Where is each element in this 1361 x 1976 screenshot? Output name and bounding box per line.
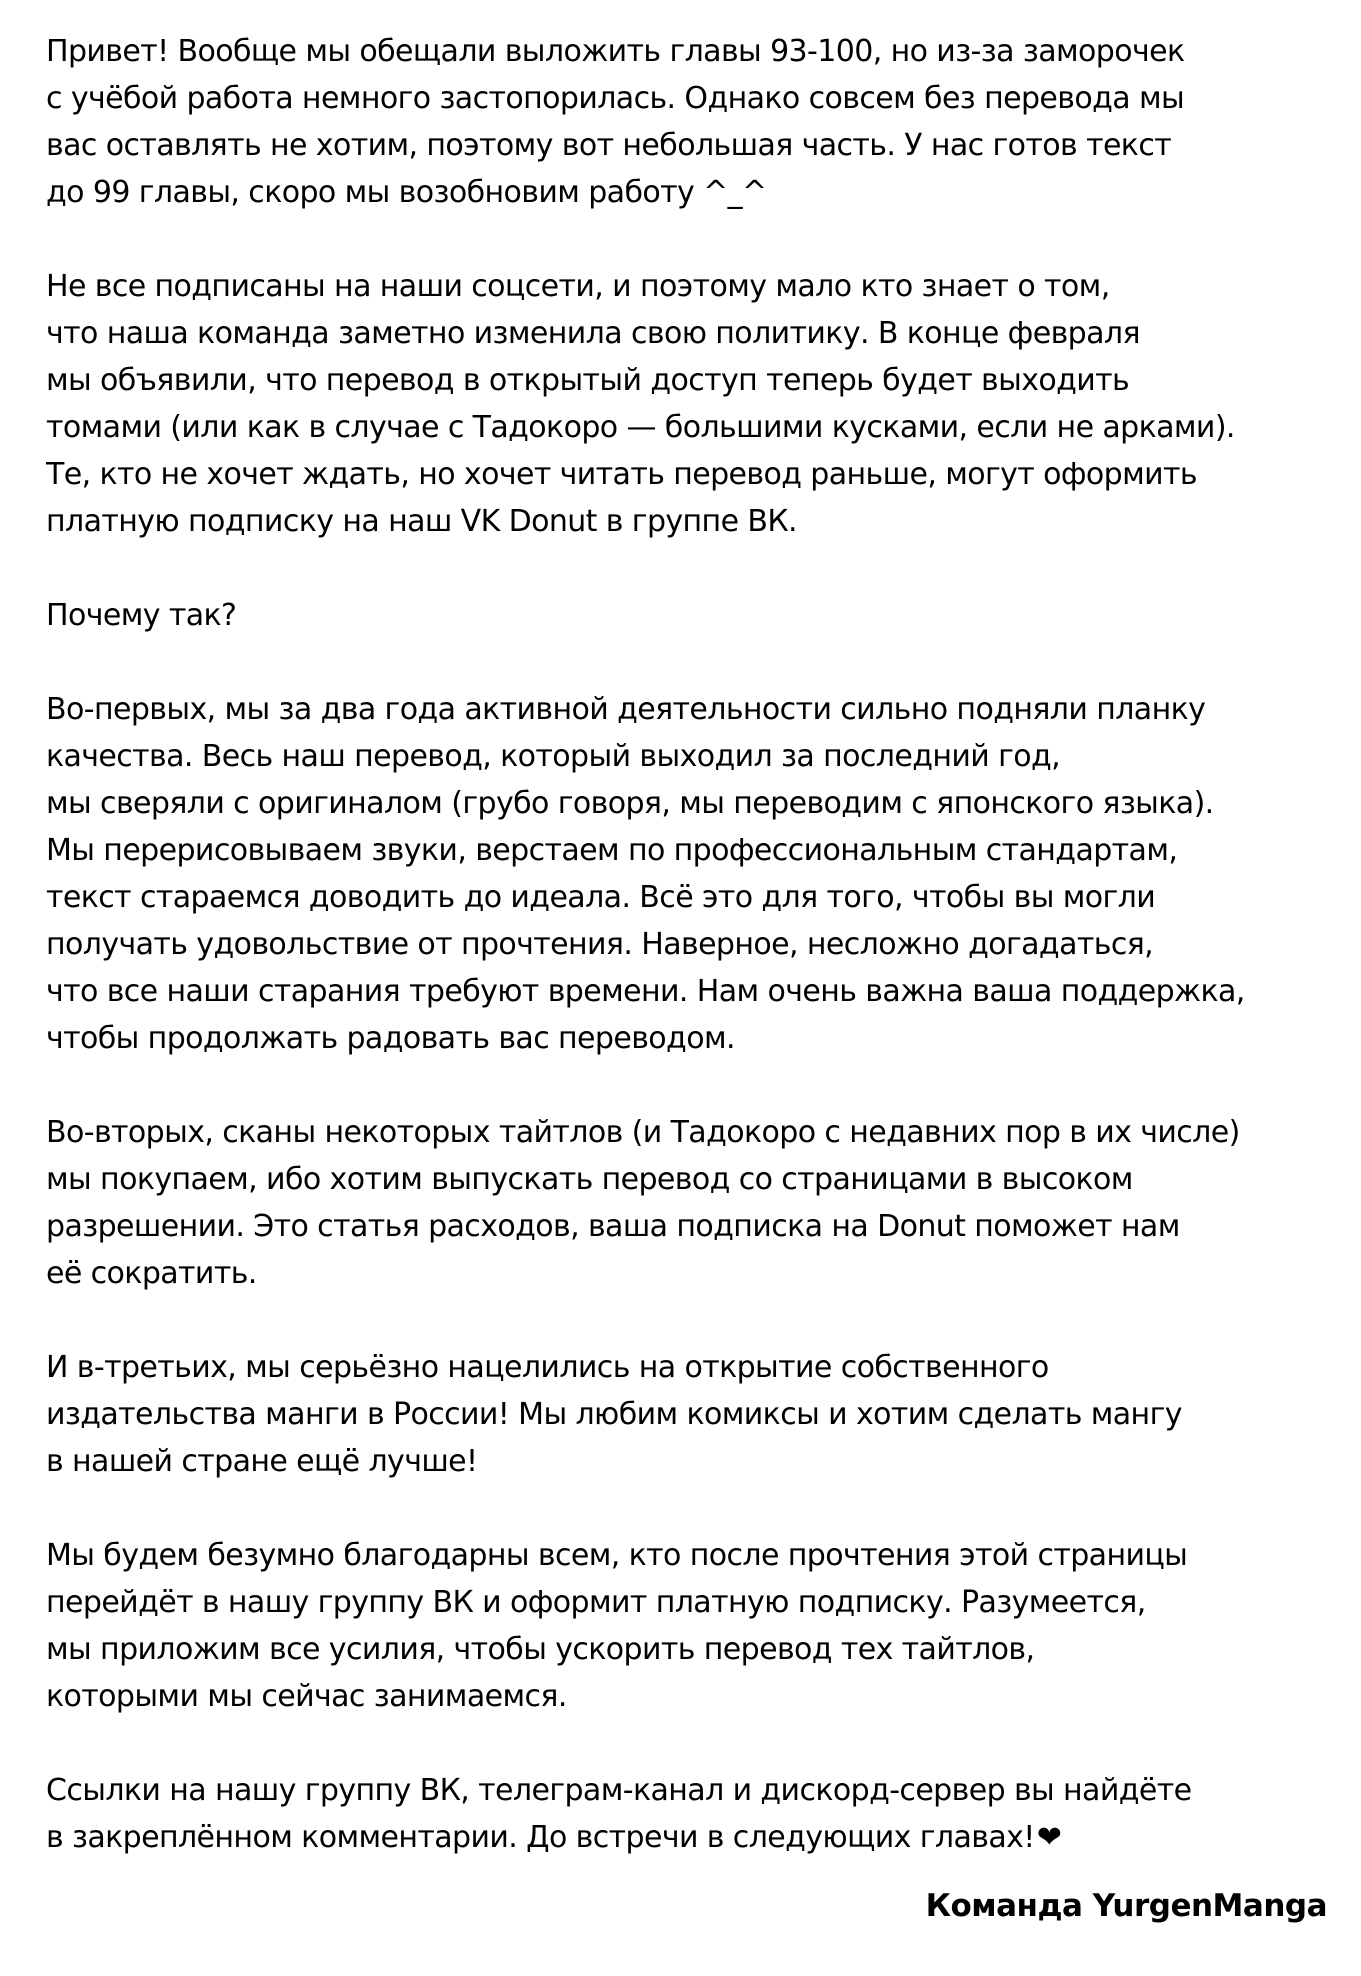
text-line: чтобы продолжать радовать вас переводом. [46,1021,735,1056]
text-line: что наша команда заметно изменила свою политику. В конце февраля [46,316,1140,351]
text-line: которыми мы сейчас занимаемся. [46,1679,567,1714]
paragraph-third-reason [46,1344,1336,1485]
paragraph-gap [46,1062,1336,1109]
paragraph-greeting [46,28,1336,216]
text-line: текст стараемся доводить до идеала. Всё это для того, чтобы вы могли [46,880,1156,915]
text-line: Привет! Вообще мы обещали выложить главы 93-100, но из-за заморочек [46,34,1185,69]
team-signature: Команда YurgenManga [925,1888,1327,1924]
text-line: перейдёт в нашу группу ВК и оформит платную подписку. Разумеется, [46,1585,1146,1620]
text-line: до 99 главы, скоро мы возобновим работу ^_^ [46,175,767,210]
paragraph-gap [46,545,1336,592]
text-line: Мы будем безумно благодарны всем, кто после прочтения этой страницы [46,1538,1188,1573]
text-line: в нашей стране ещё лучше! [46,1444,478,1479]
text-line: мы приложим все усилия, чтобы ускорить перевод тех тайтлов, [46,1632,1035,1667]
text-line: качества. Весь наш перевод, который выходил за последний год, [46,739,1061,774]
text-line: в закреплённом комментарии. До встречи в следующих главах! [46,1820,1035,1855]
heart-icon: ❤ [1036,1820,1062,1855]
paragraph-thanks [46,1532,1336,1720]
text-line: платную подписку на наш VK Donut в группе ВК. [46,504,797,539]
text-line: издательства манги в России! Мы любим комиксы и хотим сделать мангу [46,1397,1182,1432]
text-line: с учёбой работа немного застопорилась. Однако совсем без перевода мы [46,81,1185,116]
text-line: Ссылки на нашу группу ВК, телеграм-канал и дискорд-сервер вы найдёте [46,1773,1192,1808]
paragraph-first-reason [46,686,1336,1062]
text-line: Мы перерисовываем звуки, верстаем по профессиональным стандартам, [46,833,1178,868]
paragraph-gap [46,216,1336,263]
paragraph-gap [46,1297,1336,1344]
text-line: разрешении. Это статья расходов, ваша подписка на Donut поможет нам [46,1209,1180,1244]
text-line-with-heart [46,1814,1336,1861]
paragraph-second-reason [46,1109,1336,1297]
paragraph-policy [46,263,1336,545]
text-line: И в-третьих, мы серьёзно нацелились на открытие собственного [46,1350,1049,1385]
letter-body [46,28,1336,1861]
text-line: мы покупаем, ибо хотим выпускать перевод со страницами в высоком [46,1162,1133,1197]
text-line: мы сверяли с оригиналом (грубо говоря, мы переводим с японского языка). [46,786,1214,821]
text-line: Во-вторых, сканы некоторых тайтлов (и Тадокоро с недавних пор в их числе) [46,1115,1240,1150]
text-line: получать удовольствие от прочтения. Наверное, несложно догадаться, [46,927,1154,962]
text-line: вас оставлять не хотим, поэтому вот небольшая часть. У нас готов текст [46,128,1172,163]
text-line: Не все подписаны на наши соцсети, и поэтому мало кто знает о том, [46,269,1110,304]
text-line: мы объявили, что перевод в открытый доступ теперь будет выходить [46,363,1130,398]
paragraph-question [46,592,1336,639]
text-line: томами (или как в случае с Тадокоро — большими кусками, если не арками). [46,410,1235,445]
paragraph-gap [46,639,1336,686]
text-line: Почему так? [46,598,237,633]
text-line: Те, кто не хочет ждать, но хочет читать перевод раньше, могут оформить [46,457,1197,492]
text-line: что все наши старания требуют времени. Нам очень важна ваша поддержка, [46,974,1245,1009]
text-line: Во-первых, мы за два года активной деятельности сильно подняли планку [46,692,1206,727]
paragraph-links [46,1767,1336,1861]
text-line: её сократить. [46,1256,257,1291]
paragraph-gap [46,1720,1336,1767]
paragraph-gap [46,1485,1336,1532]
